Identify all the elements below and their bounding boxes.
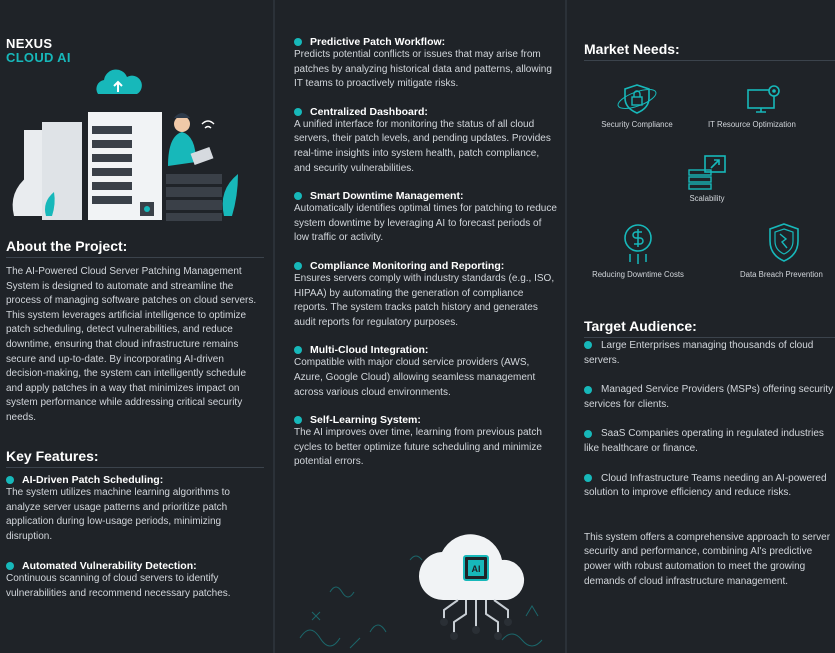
feature-title: Automated Vulnerability Detection: <box>22 560 197 573</box>
bullet-dot-icon <box>6 562 14 570</box>
market-need-label: Reducing Downtime Costs <box>592 270 684 279</box>
market-needs-title: Market Needs: <box>584 41 680 57</box>
about-title: About the Project: <box>6 238 128 254</box>
key-features-title: Key Features: <box>6 448 99 464</box>
bullet-dot-icon <box>584 430 592 438</box>
bullet-dot-icon <box>294 416 302 424</box>
ai-chip-label: AI <box>471 564 481 574</box>
feature-text: A unified interface for monitoring the status of all cloud servers, their patch levels, and pending updates. Provides real-time insights into system health, patch compliance, and security vulnerabilities. <box>294 118 551 174</box>
column-divider <box>273 0 275 653</box>
divider <box>6 467 264 468</box>
feature-item <box>294 260 558 330</box>
person-laptop-icon <box>166 113 222 221</box>
bullet-dot-icon <box>584 474 592 482</box>
audience-text: SaaS Companies operating in regulated industries like healthcare or finance. <box>584 428 824 454</box>
feature-title: Centralized Dashboard: <box>310 105 428 118</box>
feature-item <box>294 106 558 176</box>
bullet-dot-icon <box>294 262 302 270</box>
audience-item <box>584 339 835 368</box>
market-need-item <box>708 82 835 129</box>
wifi-icon <box>202 121 214 128</box>
feature-title: Smart Downtime Management: <box>310 190 464 203</box>
feature-title: Multi-Cloud Integration: <box>310 344 429 357</box>
bullet-dot-icon <box>6 476 14 484</box>
market-need-item <box>582 82 692 129</box>
feature-item <box>6 560 264 601</box>
audience-item <box>584 472 835 501</box>
bullet-dot-icon <box>294 192 302 200</box>
bullet-dot-icon <box>294 108 302 116</box>
money-cost-icon <box>618 220 658 266</box>
right-column <box>568 0 835 653</box>
monitor-gear-icon <box>742 82 786 116</box>
server-rack-icon <box>24 112 162 220</box>
market-need-label: Scalability <box>689 194 725 203</box>
market-need-label: Security Compliance <box>601 120 673 129</box>
market-need-item <box>652 154 762 203</box>
bullet-dot-icon <box>294 38 302 46</box>
brand-line1: NEXUS <box>6 36 53 51</box>
feature-text: Automatically identifies optimal times for patching to reduce system downtime by leveraging AI to forecast periods of low traffic or activity. <box>294 203 557 244</box>
market-need-label: Data Breach Prevention <box>740 270 823 279</box>
market-need-item <box>740 220 835 279</box>
audience-item <box>584 427 835 456</box>
market-need-item <box>578 220 698 279</box>
divider <box>584 337 835 338</box>
divider <box>6 257 264 258</box>
feature-text: Ensures servers comply with industry standards (e.g., ISO, HIPAA) by automating the generation of compliance reports. The system tracks patch history and generates audit reports for regulatory purposes. <box>294 272 555 328</box>
feature-item <box>294 414 558 470</box>
brand-logo <box>6 37 71 65</box>
audience-text: Managed Service Providers (MSPs) offering security services for clients. <box>584 384 834 410</box>
target-audience-title: Target Audience: <box>584 318 697 334</box>
summary-text: This system offers a comprehensive approach to server security and performance, combining AI's predictive power with robust automation to meet the growing demands of cloud infrastructure management. <box>584 531 831 587</box>
about-section <box>6 238 264 426</box>
scalability-icon <box>683 154 731 190</box>
feature-item <box>6 474 264 544</box>
shield-lock-icon <box>615 82 659 116</box>
feature-text: Continuous scanning of cloud servers to identify vulnerabilities and recommend necessary patches. <box>6 573 231 599</box>
bullet-dot-icon <box>294 346 302 354</box>
market-need-label: IT Resource Optimization <box>708 120 796 129</box>
bullet-dot-icon <box>584 386 592 394</box>
feature-item <box>294 190 558 246</box>
feature-title: Compliance Monitoring and Reporting: <box>310 259 505 272</box>
server-illustration <box>6 66 250 236</box>
about-text: The AI-Powered Cloud Server Patching Management System is designed to automate and streamline the process of managing software patches on cloud servers. This system leverages artificial intelligence to optimize patch scheduling, detect vulnerabilities, and reduce downtime, ensuring that cloud infrastructure remains secure and up-to-date. By incorporating AI-driven decision-making, the system can intelligently schedule and apply patches in a way that minimizes impact on system performance while addressing critical security needs. <box>6 266 257 423</box>
feature-text: The AI improves over time, learning from previous patch cycles to better optimize future scheduling and minimize potential errors. <box>294 427 542 468</box>
middle-column <box>276 0 562 653</box>
bullet-dot-icon <box>584 341 592 349</box>
feature-title: AI-Driven Patch Scheduling: <box>22 474 164 486</box>
feature-text: Compatible with major cloud service providers (AWS, Azure, Google Cloud) allowing seamless management across various cloud environments. <box>294 357 536 398</box>
ai-cloud-illustration <box>290 520 558 653</box>
feature-text: The system utilizes machine learning algorithms to analyze server usage patterns and prioritize patch application during low-usage periods, minimizing disruption. <box>6 487 230 542</box>
feature-item <box>294 36 558 92</box>
feature-item <box>294 344 558 400</box>
column-divider <box>565 0 567 653</box>
audience-text: Large Enterprises managing thousands of cloud servers. <box>584 340 814 366</box>
cloud-upload-icon <box>96 70 141 94</box>
left-column <box>0 0 270 653</box>
feature-text: Predicts potential conflicts or issues that may arise from patches by analyzing historical data and patterns, allowing IT teams to proactively mitigate risks. <box>294 49 552 90</box>
audience-item <box>584 383 835 412</box>
feature-title: Self-Learning System: <box>310 414 421 427</box>
key-features-section <box>6 448 264 602</box>
shield-breach-icon <box>764 220 804 266</box>
ai-cloud-icon <box>419 534 524 640</box>
audience-list <box>584 339 835 589</box>
audience-text: Cloud Infrastructure Teams needing an AI-powered solution to improve efficiency and reduce risks. <box>584 472 827 499</box>
feature-title: Predictive Patch Workflow: <box>310 36 446 48</box>
divider <box>584 60 835 61</box>
brand-line2: CLOUD AI <box>6 50 71 65</box>
